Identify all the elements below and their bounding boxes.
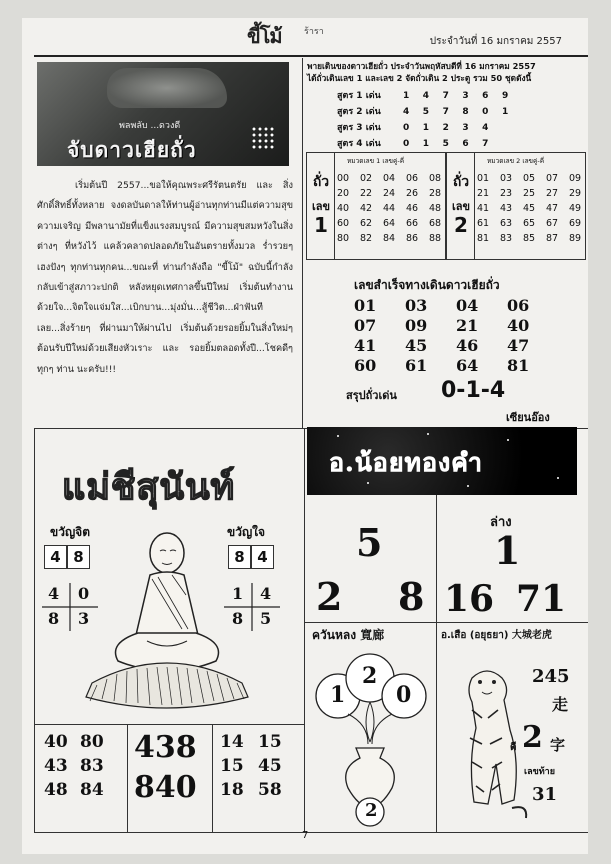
formula-row: [337, 104, 513, 118]
success-number: 47: [507, 336, 530, 355]
table-cell: 05: [523, 173, 536, 184]
side-number: 2: [454, 213, 468, 237]
circle-number: 2: [362, 663, 378, 689]
table-cell: 22: [360, 188, 373, 199]
table-cell: 27: [546, 188, 559, 199]
page-header: [22, 18, 588, 58]
oseu-bottom-label: เลขท้าย: [524, 767, 556, 777]
table-cell: 01: [477, 173, 490, 184]
maechi-title: แม่ชีสุนันท์: [62, 466, 236, 508]
cross-digit: 5: [260, 609, 272, 628]
number-table-2: [446, 152, 586, 260]
table-cell: 25: [523, 188, 536, 199]
box-digit: 8: [67, 545, 90, 569]
cross-digit: 4: [260, 584, 272, 603]
table-cell: 47: [546, 203, 559, 214]
oseu-header: [441, 626, 552, 643]
success-number: 04: [456, 296, 479, 315]
success-number: 45: [405, 336, 428, 355]
side-word: เลข: [311, 200, 331, 213]
table-cell: 67: [546, 218, 559, 229]
kwanlong-chinese: 寬廊: [360, 628, 385, 642]
column-divider: [304, 428, 305, 832]
oanoi-title: อ.น้อยทองคำ: [329, 448, 483, 477]
page-number: 7: [302, 830, 309, 841]
number-column-pair-right: [220, 732, 294, 800]
formula-row-label: สูตร 3 เด่น: [337, 123, 381, 133]
table-cell: 62: [360, 218, 373, 229]
table-cell: 69: [569, 218, 582, 229]
success-number: 09: [405, 316, 428, 335]
oseu-label: อ.เสือ (อยุธยา): [441, 630, 509, 641]
table-cell: 60: [337, 218, 350, 229]
table-side-label: [447, 153, 475, 259]
formula-row-digits: 0 1 5 6 7: [403, 139, 494, 149]
table-cell: 87: [546, 233, 559, 244]
table-cell: 02: [360, 173, 373, 184]
big-number: 840: [134, 770, 197, 805]
kwanlong-header: [312, 626, 384, 645]
table-cell: 66: [406, 218, 419, 229]
table-cell: 42: [360, 203, 373, 214]
table-cell: 64: [383, 218, 396, 229]
table-cell: 88: [429, 233, 442, 244]
table-cell: 46: [406, 203, 419, 214]
table-cell: 20: [337, 188, 350, 199]
formula-row: [337, 120, 494, 134]
side-word: ถั่ว: [312, 174, 330, 190]
success-number: 81: [507, 356, 530, 375]
success-number: 21: [456, 316, 479, 335]
table-cell: 86: [406, 233, 419, 244]
table-cell: 81: [477, 233, 490, 244]
table-cell: 03: [500, 173, 513, 184]
table-cell: 40: [337, 203, 350, 214]
success-number: 46: [456, 336, 479, 355]
table-cell: 09: [569, 173, 582, 184]
table-cell: 45: [523, 203, 536, 214]
meditating-nun-illustration: [72, 523, 262, 719]
formula-row: [337, 136, 494, 150]
side-word: ถั่ว: [452, 174, 470, 190]
tiger-illustration: [442, 658, 532, 828]
column-photo: [37, 62, 289, 166]
column-divider: [302, 58, 303, 428]
newspaper-page: [22, 18, 588, 854]
number-column-pair-left: [44, 732, 116, 800]
summary-value: 0-1-4: [441, 378, 506, 403]
formula-row-label: สูตร 4 เด่น: [337, 139, 381, 149]
table-cell: 84: [383, 233, 396, 244]
formula-title: พายเดินของดาวเฮียถั่ว ประจำวันพฤหัสบดีที่ 16 มกราคม 2557: [307, 61, 536, 71]
table-cell: 44: [383, 203, 396, 214]
table-cell: 85: [523, 233, 536, 244]
top-number: 8: [398, 574, 425, 619]
oseu-mid-label: ดี: [510, 742, 517, 753]
table-cell: 06: [406, 173, 419, 184]
logo-subtitle: ร้ารา: [304, 27, 324, 37]
table-cell: 61: [477, 218, 490, 229]
cross-digit: 8: [232, 609, 244, 628]
intro-paragraph: เริ่มต้นปี 2557...ขอให้คุณพระศรีรัตนตรัย และ สิ่งศักดิ์สิทธิ์ทั้งหลาย จงดลบันดาลให้ท่านผู้อ่านทุกท่านมีแต่ความสุขความเจริญ มีพลานามัยที่แข็งแรงสมบูรณ์ มีความสุขสมหวังในสิ่งต่างๆ ที่หวังไว้ แคล้วคลาดปลอดภัยในอันตรายทั้งมวล ร่ำรวยๆ เฮงปังๆ ทุกท่านทุกคน...ขณะที่ ท่านกำลังถือ "ขี้โม้" ฉบับนี้กำลังกลับเข้าสู่สภาวะปกติ หลังหยุดเทศกาลขึ้นปีใหม่ เริ่มต้นทำงานด้วยใจ...จิตใจแจ่มใส...เบิกบาน...มุ่งมั่น...สู้ชีวิต...ฝ่าฟันทีเลย...สิ่งร้ายๆ ที่ผ่านมาให้ผ่านไป เริ่มต้นด้วยรอยยิ้มในสิ่งใหม่ๆ ต้อนรับปีใหม่ด้วยเสียงหัวเราะ และ รอยยิ้มตลอดทั้งปี...โชคดีๆ ทุกๆ ท่าน นะครับ!!!: [37, 180, 293, 375]
table-cell: 49: [569, 203, 582, 214]
table-cells: [477, 173, 592, 244]
table-cell: 23: [500, 188, 513, 199]
table-caption: หมวดเลข 1 เลขคู่-คี่: [347, 157, 405, 165]
lower-pair: 71: [516, 578, 567, 620]
table-cell: 21: [477, 188, 490, 199]
table-side-label: [307, 153, 335, 259]
cross-digit: 0: [78, 584, 90, 603]
formula-row-label: สูตร 2 เด่น: [337, 107, 381, 117]
hand-image: [107, 68, 227, 108]
oseu-top-number: 245: [532, 666, 570, 687]
maechi-right-label: ขวัญใจ: [227, 525, 266, 539]
lower-number: 1: [494, 528, 521, 573]
box-digit: 4: [251, 545, 274, 569]
table-cell: 82: [360, 233, 373, 244]
cell-divider: [127, 724, 128, 832]
number-cell: 15: [220, 756, 244, 776]
number-cell: 14: [220, 732, 244, 752]
number-cell: 43: [44, 756, 68, 776]
number-table-1: [306, 152, 446, 260]
table-cell: 29: [569, 188, 582, 199]
table-cell: 65: [523, 218, 536, 229]
formula-subtitle: ได้ถั่วเดินเลข 1 และเลข 2 จัดถั่วเดิน 2 ประตู รวม 50 ชุดดังนี้: [307, 73, 532, 83]
header-divider: [34, 55, 588, 57]
table-cell: 63: [500, 218, 513, 229]
table-cell: 07: [546, 173, 559, 184]
success-number: 41: [354, 336, 377, 355]
number-cell: 83: [80, 756, 104, 776]
cross-digit: 4: [48, 584, 60, 603]
number-cell: 80: [80, 732, 104, 752]
table-cell: 68: [429, 218, 442, 229]
issue-date: ประจำวันที่ 16 มกราคม 2557: [429, 36, 562, 47]
formula-row-digits: 0 1 2 3 4: [403, 123, 494, 133]
section-divider: [34, 724, 304, 725]
cell-divider: [212, 724, 213, 832]
author-name: เซียนอ๊อง: [506, 411, 550, 424]
side-word: เลข: [451, 200, 471, 213]
table-cell: 80: [337, 233, 350, 244]
formula-row-label: สูตร 1 เด่น: [337, 91, 381, 101]
number-cell: 45: [258, 756, 282, 776]
top-number: 2: [316, 574, 343, 619]
oseu-top-char: 走: [552, 695, 569, 714]
frame-bottom: [34, 832, 588, 833]
formula-row-digits: 4 5 7 8 0 1: [403, 107, 514, 117]
kwanlong-label: ควันหลง: [312, 628, 357, 642]
table-cells: [337, 173, 452, 244]
cross-digit: 1: [232, 584, 244, 603]
formula-row-digits: 1 4 7 3 6 9: [403, 91, 514, 101]
top-number: 5: [356, 520, 383, 565]
box-digit: 4: [44, 545, 67, 569]
cross-digit: 8: [48, 609, 60, 628]
section-divider: [304, 622, 588, 623]
success-number: 60: [354, 356, 377, 375]
cell-divider: [436, 495, 437, 832]
summary-label: สรุปถั่วเด่น: [346, 389, 397, 402]
success-number: 03: [405, 296, 428, 315]
table-cell: 08: [429, 173, 442, 184]
table-cell: 04: [383, 173, 396, 184]
oanoi-banner: [307, 427, 577, 495]
oseu-mid-char: 字: [550, 736, 566, 754]
maechi-left-label: ขวัญจิต: [50, 525, 90, 539]
success-numbers: [354, 296, 558, 375]
box-digit: 8: [228, 545, 251, 569]
lower-label: ล่าง: [490, 515, 512, 530]
big-number: 438: [134, 730, 197, 765]
number-cell: 18: [220, 780, 244, 800]
success-number: 61: [405, 356, 428, 375]
oseu-mid-number: 2: [522, 720, 543, 755]
cross-digit: 3: [78, 609, 90, 628]
number-cell: 48: [44, 780, 68, 800]
table-cell: 48: [429, 203, 442, 214]
success-number: 64: [456, 356, 479, 375]
number-cell: 84: [80, 780, 104, 800]
table-cell: 26: [406, 188, 419, 199]
oseu-bottom-number: 31: [532, 784, 558, 805]
number-cell: 58: [258, 780, 282, 800]
circle-number: 1: [330, 682, 346, 708]
vase-number: 2: [365, 800, 378, 821]
oseu-chinese: 大城老虎: [511, 630, 552, 641]
side-number: 1: [314, 213, 328, 237]
table-cell: 28: [429, 188, 442, 199]
success-number: 01: [354, 296, 377, 315]
table-cell: 24: [383, 188, 396, 199]
table-cell: 83: [500, 233, 513, 244]
success-number: 40: [507, 316, 530, 335]
table-cell: 43: [500, 203, 513, 214]
photo-title: จับดาวเฮียถั่ว: [67, 138, 197, 162]
photo-subtitle: พลพลับ ...ดวงดี: [119, 121, 181, 131]
success-title: เลขสำเร็จทางเดินดาวเฮียถั่ว: [354, 278, 500, 292]
table-cell: 00: [337, 173, 350, 184]
logo: ขี้โม้: [247, 24, 282, 48]
formula-header: [307, 60, 587, 84]
table-cell: 89: [569, 233, 582, 244]
success-number: 06: [507, 296, 530, 315]
success-number: 07: [354, 316, 377, 335]
frame-left: [34, 428, 35, 832]
lower-pair: 16: [444, 578, 495, 620]
table-caption: หมวดเลข 2 เลขคู่-คี่: [487, 157, 545, 165]
formula-row: [337, 88, 513, 102]
dot-pattern: [251, 126, 275, 150]
number-cell: 15: [258, 732, 282, 752]
number-cell: 40: [44, 732, 68, 752]
table-cell: 41: [477, 203, 490, 214]
circle-number: 0: [396, 682, 412, 708]
